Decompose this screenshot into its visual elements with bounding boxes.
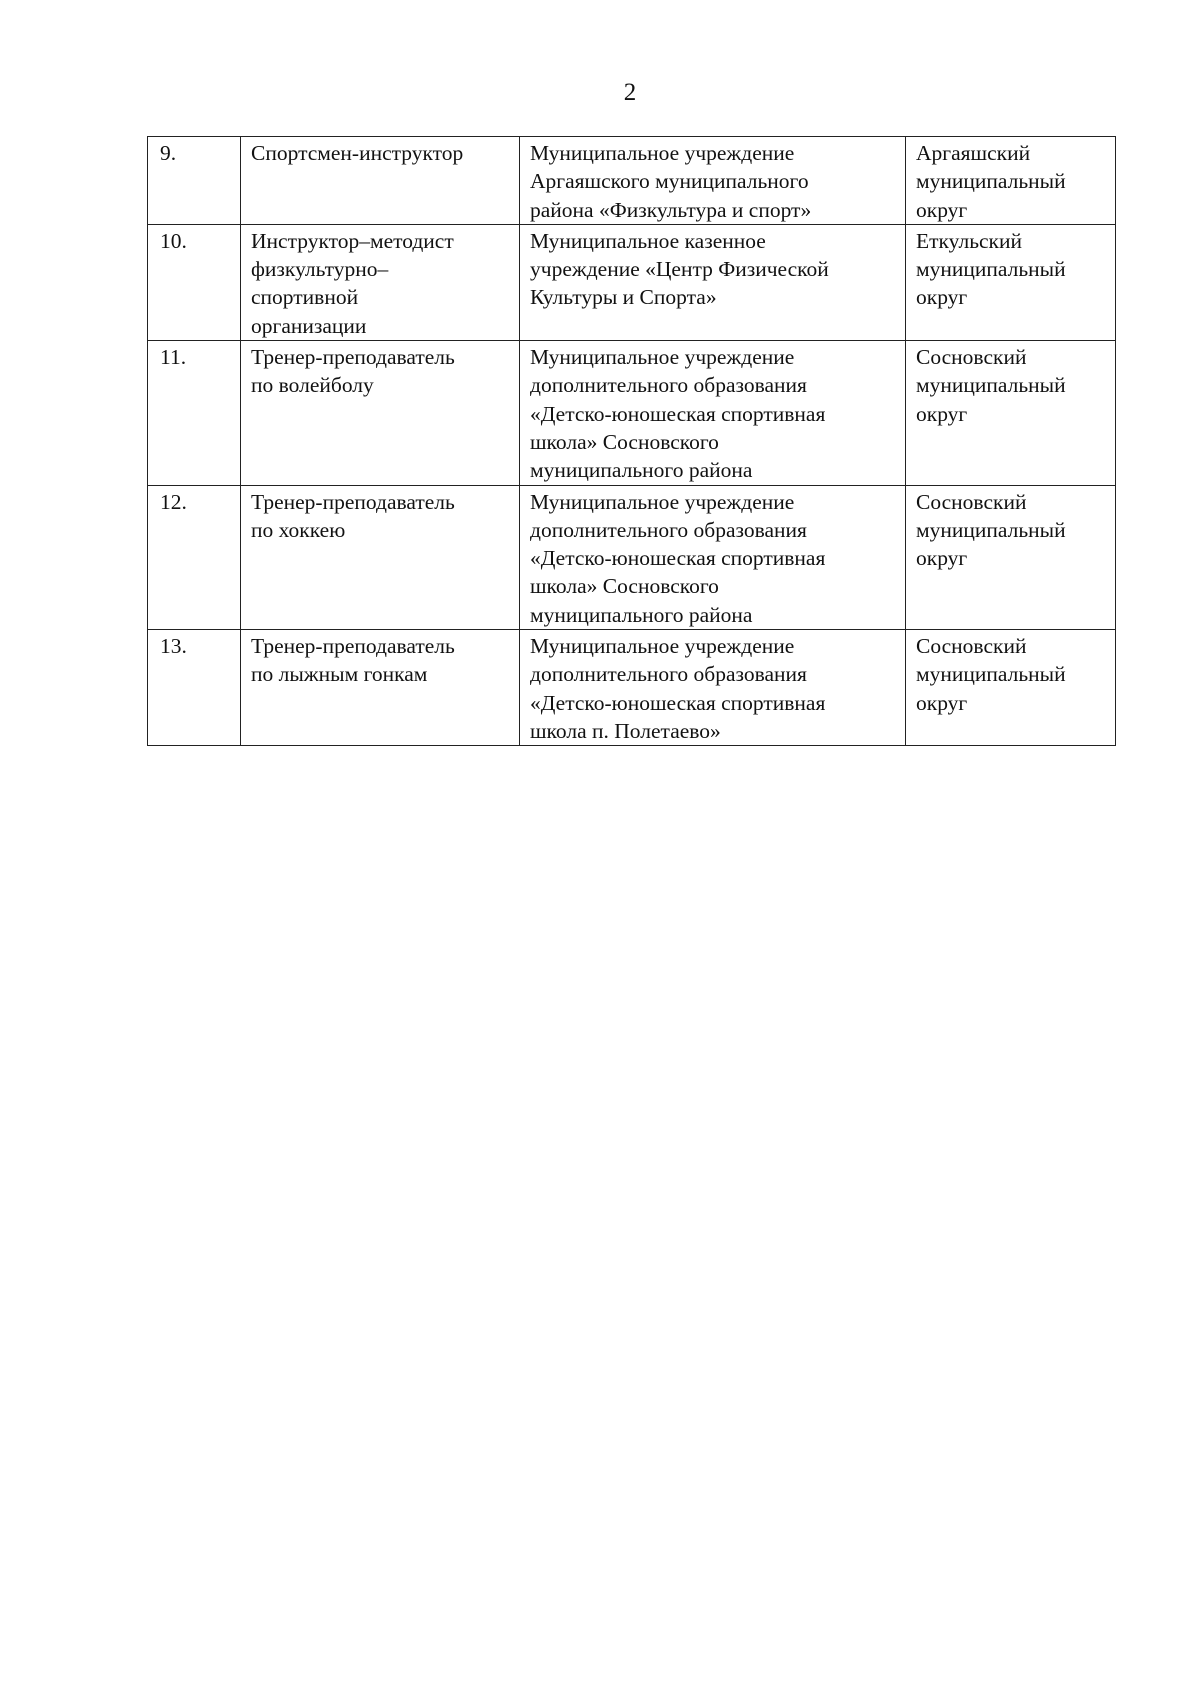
institution-text: школа» Сосновского: [530, 574, 719, 599]
district-text: муниципальный: [916, 517, 1066, 542]
institution-cell: [520, 341, 906, 485]
row-number: 10.: [148, 224, 241, 340]
institution-text: Муниципальное учреждение: [530, 141, 795, 165]
district-text: Еткульский: [916, 228, 1023, 253]
institution-text: учреждение «Центр Физической: [530, 257, 829, 282]
position-text: организации: [251, 313, 367, 338]
positions-table: [147, 136, 1116, 746]
district-text: Сосновский: [916, 489, 1027, 514]
institution-text: Муниципальное учреждение: [530, 489, 795, 514]
district-text: муниципальный: [916, 662, 1066, 687]
position-text: Инструктор–методист: [251, 228, 454, 253]
table-row: [148, 137, 1116, 225]
position-cell: [241, 137, 520, 225]
position-cell: [241, 224, 520, 340]
district-cell: [906, 485, 1116, 629]
institution-text: муниципального района: [530, 458, 753, 483]
institution-text: Муниципальное казенное: [530, 228, 766, 253]
position-cell: [241, 485, 520, 629]
row-number: 13.: [148, 630, 241, 746]
district-text: округ: [916, 401, 968, 426]
district-text: муниципальный: [916, 257, 1066, 282]
district-cell: [906, 630, 1116, 746]
institution-text: Аргаяшского муниципального: [530, 169, 809, 194]
position-cell: [241, 630, 520, 746]
institution-text: «Детско-юношеская спортивная: [530, 546, 826, 571]
district-text: округ: [916, 197, 968, 222]
row-number: 9.: [148, 137, 241, 225]
position-text: по хоккею: [251, 517, 346, 542]
district-text: Сосновский: [916, 345, 1027, 370]
district-text: Аргаяшский: [916, 141, 1031, 165]
institution-cell: [520, 485, 906, 629]
institution-cell: [520, 224, 906, 340]
institution-text: Муниципальное учреждение: [530, 634, 795, 659]
position-text: Спортсмен-инструктор: [251, 141, 464, 165]
district-text: округ: [916, 546, 968, 571]
institution-cell: [520, 630, 906, 746]
position-text: по лыжным гонкам: [251, 662, 428, 687]
page-number: 2: [623, 79, 637, 106]
institution-text: «Детско-юношеская спортивная: [530, 401, 826, 426]
table-row: [148, 630, 1116, 746]
position-text: спортивной: [251, 285, 359, 310]
institution-text: дополнительного образования: [530, 517, 807, 542]
district-text: округ: [916, 690, 968, 715]
institution-text: Муниципальное учреждение: [530, 345, 795, 370]
institution-text: дополнительного образования: [530, 662, 807, 687]
district-cell: [906, 341, 1116, 485]
table-row: [148, 341, 1116, 485]
district-text: муниципальный: [916, 169, 1066, 194]
table-row: [148, 224, 1116, 340]
district-text: муниципальный: [916, 373, 1066, 398]
institution-text: «Детско-юношеская спортивная: [530, 690, 826, 715]
institution-cell: [520, 137, 906, 225]
position-cell: [241, 341, 520, 485]
position-text: по волейболу: [251, 373, 374, 398]
position-text: Тренер-преподаватель: [251, 634, 455, 659]
institution-text: Культуры и Спорта»: [530, 285, 717, 310]
district-cell: [906, 137, 1116, 225]
row-number: 12.: [148, 485, 241, 629]
institution-text: школа п. Полетаево»: [530, 718, 721, 743]
district-cell: [906, 224, 1116, 340]
district-text: округ: [916, 285, 968, 310]
position-text: Тренер-преподаватель: [251, 345, 455, 370]
institution-text: района «Физкультура и спорт»: [530, 197, 812, 222]
district-text: Сосновский: [916, 634, 1027, 659]
position-text: Тренер-преподаватель: [251, 489, 455, 514]
institution-text: муниципального района: [530, 602, 753, 627]
institution-text: дополнительного образования: [530, 373, 807, 398]
institution-text: школа» Сосновского: [530, 429, 719, 454]
table-row: [148, 485, 1116, 629]
position-text: физкультурно–: [251, 257, 389, 282]
row-number: 11.: [148, 341, 241, 485]
